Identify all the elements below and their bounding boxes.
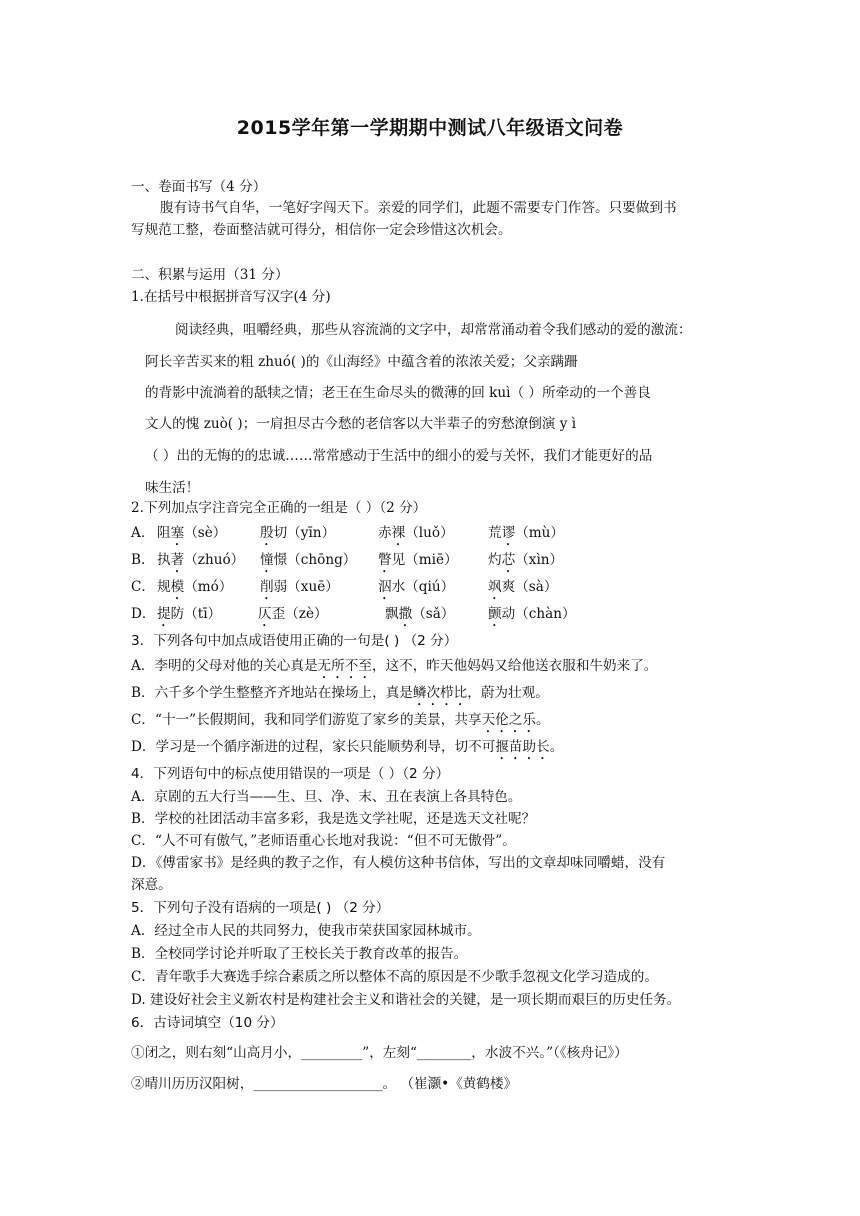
question-3-option-d: D．学习是一个循序渐进的过程，家长只能顺势利导，切不可揠苗助长。 bbox=[131, 739, 564, 755]
question-4-option-b: B．学校的社团活动丰富多彩，我是选文学社呢，还是选天文社呢？ bbox=[131, 811, 536, 827]
q2a-item-1: 阻塞（sè） bbox=[157, 525, 227, 541]
question-2-option-a bbox=[131, 523, 154, 543]
section-1-text-line-1: 腹有诗书气自华，一笔好字闯天下。亲爱的同学们，此题不需要专门作答。只要做到书 bbox=[160, 200, 677, 216]
question-4-stem: 4．下列语句中的标点使用错误的一项是（ ）（2 分） bbox=[131, 766, 450, 782]
question-1-passage-line-4: 文人的愧 zuò( )；一肩担尽古今愁的老信客以大半辈子的穷愁潦倒演 y ì bbox=[145, 416, 577, 432]
question-2-option-b: B． bbox=[131, 552, 155, 568]
question-3-option-c: C．“十一”长假期间，我和同学们游览了家乡的美景，共享天伦之乐。 bbox=[131, 712, 550, 728]
question-4-option-c: C．“人不可有傲气，”老师语重心长地对我说：“但不可无傲骨”。 bbox=[131, 833, 516, 849]
question-1-stem: 1.在括号中根据拼音写汉字(4 分) bbox=[131, 289, 331, 305]
q2c-item-2: 削弱（xuē） bbox=[260, 579, 339, 595]
option-label: A． bbox=[131, 525, 155, 541]
question-2-option-d: D． bbox=[131, 606, 156, 622]
q2c-item-3: 泅水（qiú） bbox=[378, 579, 455, 595]
q2c-item-4: 飒爽（sà） bbox=[488, 579, 558, 595]
question-1-passage-line-2: 阿长辛苦买来的粗 zhuó( )的《山海经》中蕴含着的浓浓关爱；父亲蹒跚 bbox=[145, 354, 578, 370]
question-3-option-b: B．六千多个学生整整齐齐地站在操场上，真是鳞次栉比，蔚为壮观。 bbox=[131, 685, 549, 701]
question-3-option-a: A．李明的父母对他的关心真是无所不至，这不，昨天他妈妈又给他送衣服和牛奶来了。 bbox=[131, 658, 658, 674]
page-title: 2015学年第一学期期中测试八年级语文问卷 bbox=[236, 117, 624, 139]
question-4-option-a: A．京剧的五大行当——生、旦、净、末、丑在表演上各具特色。 bbox=[131, 789, 522, 805]
question-1-passage-line-6: 味生活！ bbox=[145, 480, 200, 496]
question-5-option-c: C．青年歌手大赛选手综合素质之所以整体不高的原因是不少歌手忽视文化学习造成的。 bbox=[131, 969, 658, 985]
question-1-passage-line-1: 阅读经典，咀嚼经典，那些从容流淌的文字中，却常常涌动着令我们感动的爱的激流： bbox=[175, 322, 692, 338]
q2b-item-4: 灼芯（xìn） bbox=[488, 552, 564, 568]
q2a-item-2: 殷切（yīn） bbox=[260, 525, 336, 541]
q2b-item-3: 瞥见（miē） bbox=[378, 552, 458, 568]
q2a-item-4: 荒谬（mù） bbox=[488, 525, 565, 541]
question-5-option-d: D. 建设好社会主义新农村是构建社会主义和谐社会的关键，是一项长期而艰巨的历史任务。 bbox=[131, 992, 681, 1008]
question-4-option-d-line-2: 深意。 bbox=[131, 877, 172, 893]
q2b-item-1: 执著（zhuó） bbox=[157, 552, 245, 568]
q2d-item-4: 颤动（chàn） bbox=[488, 606, 576, 622]
section-1-text-line-2: 写规范工整，卷面整洁就可得分，相信你一定会珍惜这次机会。 bbox=[131, 222, 512, 238]
q2d-item-1: 提防（tī） bbox=[157, 606, 222, 622]
question-1-passage-line-5: （ ）出的无悔的的忠诚……常常感动于生活中的细小的爱与关怀，我们才能更好的品 bbox=[145, 448, 653, 464]
q2c-item-1: 规模（mó） bbox=[157, 579, 233, 595]
q2a-item-3: 赤裸（luǒ） bbox=[378, 525, 454, 541]
question-2-option-c: C． bbox=[131, 579, 155, 595]
question-6-stem: 6．古诗词填空（10 分） bbox=[131, 1015, 284, 1031]
question-4-option-d-line-1: D．《傅雷家书》是经典的教子之作，有人模仿这种书信体，写出的文章却味同嚼蜡，没有 bbox=[131, 855, 666, 871]
q2d-item-3: 飘撒（sǎ） bbox=[385, 606, 455, 622]
question-6-line-2: ②晴川历历汉阳树，___________________。 （崔灏•《黄鹤楼》 bbox=[131, 1076, 518, 1092]
q2d-item-2: 仄歪（zè） bbox=[258, 606, 328, 622]
section-2-heading: 二、积累与运用（31 分） bbox=[131, 267, 289, 283]
question-5-option-b: B．全校同学讨论并听取了王校长关于教育改革的报告。 bbox=[131, 946, 468, 962]
question-6-line-1: ①闭之，则右刻“山高月小，_________”，左刻“________，水波不兴。”（《核舟记》） bbox=[131, 1045, 628, 1061]
q2b-item-2: 憧憬（chōng） bbox=[260, 552, 357, 568]
question-2-stem: 2.下列加点字注音完全正确的一组是（ ）（2 分） bbox=[131, 500, 427, 516]
question-1-passage-line-3: 的背影中流淌着的舐犊之情；老王在生命尽头的微薄的回 kuì（ ）所牵动的一个善良 bbox=[145, 385, 651, 401]
section-1-heading: 一、卷面书写（4 分） bbox=[131, 179, 267, 195]
question-3-stem: 3．下列各句中加点成语使用正确的一句是( ) （2 分） bbox=[131, 633, 458, 649]
question-5-stem: 5．下列句子没有语病的一项是( ) （2 分） bbox=[131, 900, 390, 916]
question-5-option-a: A．经过全市人民的共同努力，使我市荣获国家园林城市。 bbox=[131, 923, 481, 939]
